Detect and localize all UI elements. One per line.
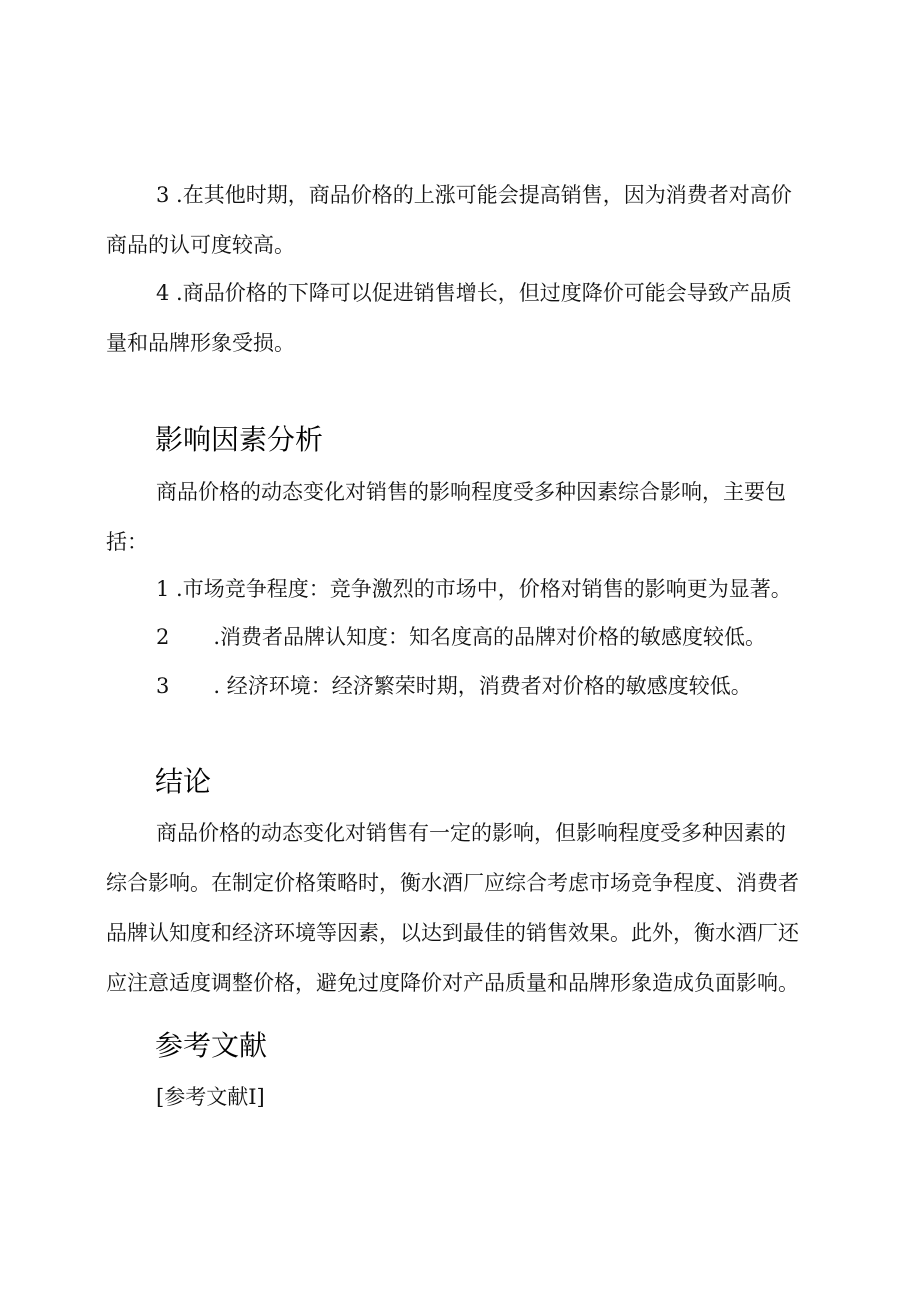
factor-item-3-number: 3	[156, 674, 170, 698]
conclusion-line-4: 应注意适度调整价格，避免过度降价对产品质量和品牌形象造成负面影响。	[106, 971, 799, 995]
list-item-4-line-2: 量和品牌形象受损。	[106, 331, 295, 355]
factor-item-2-line	[106, 612, 818, 662]
list-item-3-line-1: 3 .在其他时期，商品价格的上涨可能会提高销售，因为消费者对高价	[156, 183, 792, 207]
factors-intro-line-1: 商品价格的动态变化对销售的影响程度受多种因素综合影响，主要包	[156, 480, 786, 504]
factor-item-1	[106, 564, 818, 614]
conclusion-line-3: 品牌认知度和经济环境等因素，以达到最佳的销售效果。此外，衡水酒厂还	[106, 921, 799, 945]
factors-intro-line-2: 括：	[106, 530, 148, 554]
reference-list	[106, 1072, 818, 1122]
list-item-4-line-1: 4 .商品价格的下降可以促进销售增长，但过度降价可能会导致产品质	[156, 281, 792, 305]
factor-item-2-number: 2	[156, 625, 170, 649]
list-item-3-prev	[106, 170, 818, 270]
factor-item-2-text: .消费者品牌认知度：知名度高的品牌对价格的敏感度较低。	[213, 625, 767, 649]
list-item-4-prev	[106, 268, 818, 368]
reference-item-1: [参考文献I]	[156, 1085, 265, 1109]
factor-item-3-text: . 经济环境：经济繁荣时期，消费者对价格的敏感度较低。	[213, 674, 752, 698]
factor-item-3	[106, 661, 818, 711]
factor-item-1-text: 1 .市场竞争程度：竞争激烈的市场中，价格对销售的影响更为显著。	[156, 577, 792, 601]
factor-item-3-line	[106, 661, 818, 711]
section-heading-factors: 影响因素分析	[155, 423, 324, 456]
section-heading-conclusion: 结论	[155, 765, 212, 798]
section-heading-references: 参考文献	[155, 1029, 268, 1062]
factors-intro	[106, 467, 818, 567]
conclusion-paragraph	[106, 808, 818, 1008]
conclusion-line-2: 综合影响。在制定价格策略时，衡水酒厂应综合考虑市场竞争程度、消费者	[106, 871, 799, 895]
conclusion-line-1: 商品价格的动态变化对销售有一定的影响，但影响程度受多种因素的	[156, 821, 786, 845]
factor-item-2	[106, 612, 818, 662]
list-item-3-line-2: 商品的认可度较高。	[106, 233, 295, 257]
